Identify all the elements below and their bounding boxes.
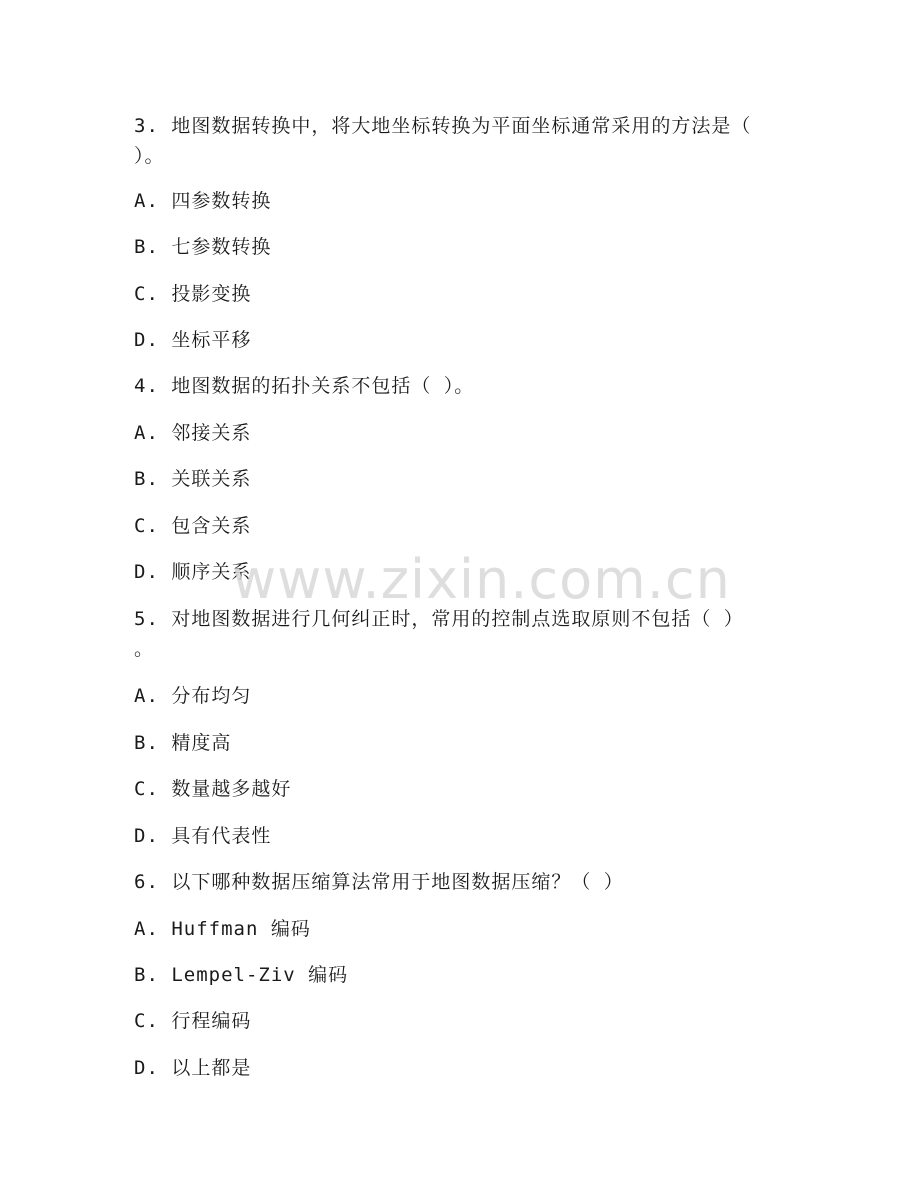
question-6-option-b: B. Lempel-Ziv 编码: [134, 964, 349, 986]
question-6-stem: 6. 以下哪种数据压缩算法常用于地图数据压缩？（ ）: [134, 871, 624, 893]
question-6-option-d: D. 以上都是: [134, 1057, 252, 1079]
question-4-option-c: C. 包含关系: [134, 515, 252, 537]
question-4-option-d: D. 顺序关系: [134, 561, 252, 583]
question-3-stem-line-1: 3. 地图数据转换中，将大地坐标转换为平面坐标通常采用的方法是（: [134, 115, 752, 137]
question-3-stem-line-2: ）。: [134, 145, 165, 167]
watermark-text: www.zixin.com.cn: [232, 548, 731, 611]
question-4-option-b: B. 关联关系: [134, 468, 252, 490]
question-3-option-d: D. 坐标平移: [134, 329, 252, 351]
question-5-option-c: C. 数量越多越好: [134, 778, 292, 800]
question-5-option-d: D. 具有代表性: [134, 825, 272, 847]
question-3-option-a: A. 四参数转换: [134, 190, 272, 212]
question-3-option-b: B. 七参数转换: [134, 236, 272, 258]
question-6-option-c: C. 行程编码: [134, 1010, 252, 1032]
question-4-stem: 4. 地图数据的拓扑关系不包括（ ）。: [134, 375, 475, 397]
question-5-stem-line-1: 5. 对地图数据进行几何纠正时，常用的控制点选取原则不包括（ ）: [134, 608, 744, 630]
question-5-option-a: A. 分布均匀: [134, 685, 252, 707]
question-6-option-a: A. Huffman 编码: [134, 918, 311, 940]
question-5-stem-line-2: 。: [134, 638, 155, 660]
question-5-option-b: B. 精度高: [134, 732, 232, 754]
question-3-option-c: C. 投影变换: [134, 283, 252, 305]
question-4-option-a: A. 邻接关系: [134, 422, 252, 444]
